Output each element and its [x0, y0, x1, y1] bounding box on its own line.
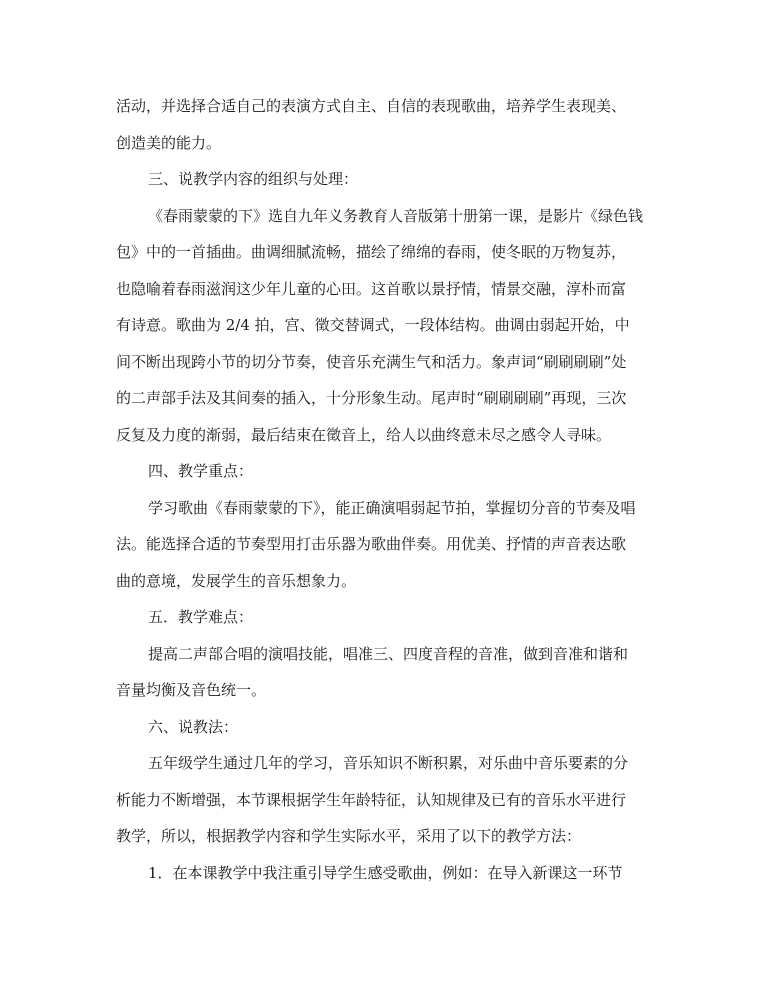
- line-04: 《春雨蒙蒙的下》选自九年义务教育人音版第十册第一课，是影片《绿色钱: [148, 206, 644, 225]
- line-08: 间不断出现跨小节的切分节奏，使音乐充满生气和活力。象声词“刷刷刷刷”处: [116, 352, 627, 371]
- line-22: 1．在本课教学中我注重引导学生感受歌曲，例如：在导入新课这一环节: [148, 863, 623, 882]
- line-12: 学习歌曲《春雨蒙蒙的下》，能正确演唱弱起节拍，掌握切分音的节奏及唱: [148, 498, 636, 517]
- line-02: 创造美的能力。: [116, 133, 222, 152]
- section-heading-difficulties: 五．教学难点：: [148, 608, 254, 626]
- line-05: 包》中的一首插曲。曲调细腻流畅，描绘了绵绵的春雨，使冬眠的万物复苏，: [116, 243, 627, 261]
- line-17: 音量均衡及音色统一。: [116, 681, 267, 699]
- section-heading-key-points: 四、教学重点：: [148, 462, 254, 480]
- section-heading-content-organization: 三、说教学内容的组织与处理：: [148, 170, 359, 188]
- line-06: 也隐喻着春雨滋润这少年儿童的心田。这首歌以景抒情，情景交融，淳朴而富: [116, 279, 627, 298]
- document-body: [116, 88, 656, 891]
- line-07: 有诗意。歌曲为 2/4 拍，宫、徵交替调式，一段体结构。曲调由弱起开始，中: [116, 316, 630, 334]
- line-09: 的二声部手法及其间奏的插入，十分形象生动。尾声时“刷刷刷刷”再现，三次: [116, 389, 627, 407]
- line-01: 活动，并选择合适自己的表演方式自主、自信的表现歌曲，培养学生表现美、: [116, 97, 627, 115]
- line-21: 教学，所以，根据教学内容和学生实际水平，采用了以下的教学方法：: [116, 827, 582, 845]
- line-20: 析能力不断增强，本节课根据学生年龄特征，认知规律及已有的音乐水平进行: [116, 790, 627, 809]
- section-heading-teaching-methods: 六、说教法：: [148, 717, 239, 736]
- line-10: 反复及力度的渐弱，最后结束在徵音上，给人以曲终意未尽之感令人寻味。: [116, 425, 612, 444]
- line-14: 曲的意境，发展学生的音乐想象力。: [116, 571, 357, 590]
- line-19: 五年级学生通过几年的学习，音乐知识不断积累，对乐曲中音乐要素的分: [148, 754, 629, 772]
- line-13: 法。能选择合适的节奏型用打击乐器为歌曲伴奏。用优美、抒情的声音表达歌: [116, 535, 627, 553]
- line-16: 提高二声部合唱的演唱技能，唱准三、四度音程的音准，做到音准和谐和: [148, 644, 629, 663]
